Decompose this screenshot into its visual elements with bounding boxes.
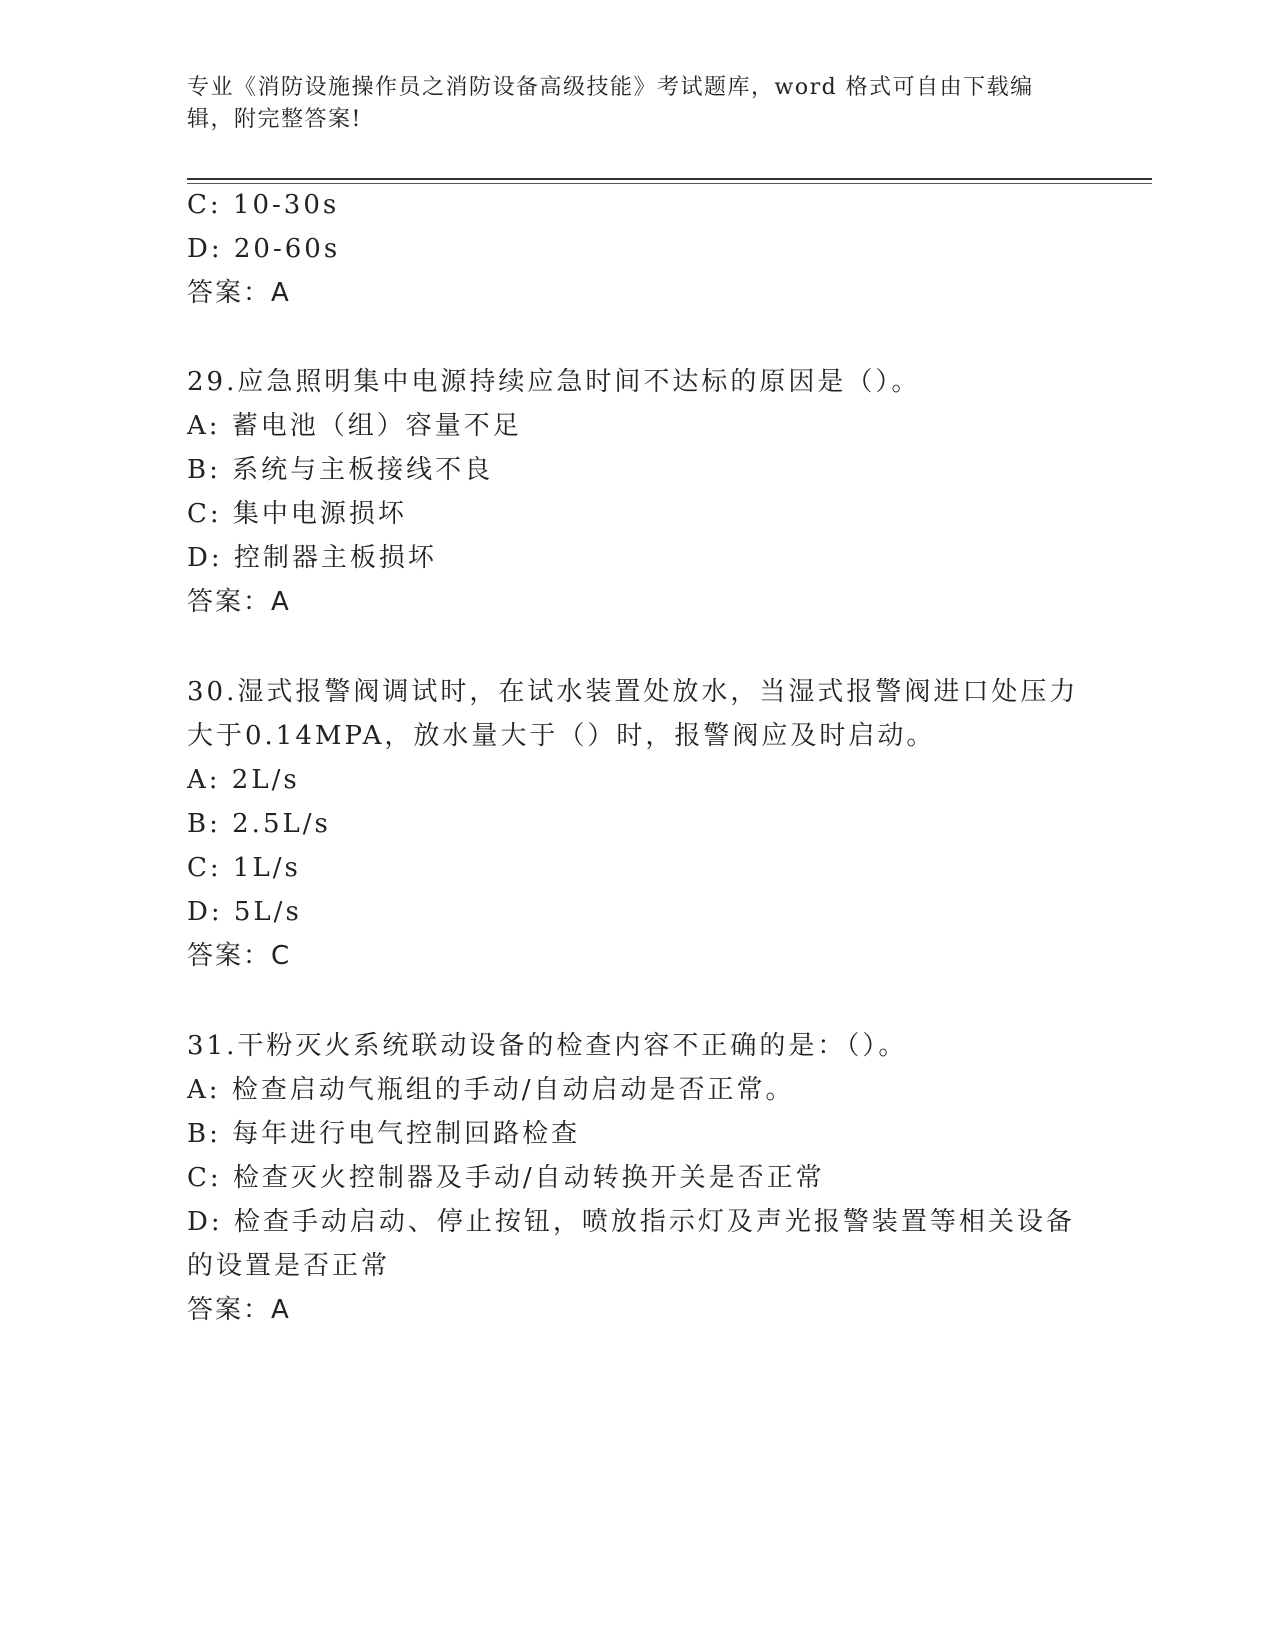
option-a: A: 检查启动气瓶组的手动/自动启动是否正常。 xyxy=(187,1075,795,1105)
option-c: C: 集中电源损坏 xyxy=(187,499,407,529)
option-b: B: 2.5L/s xyxy=(187,809,331,839)
option-a: A: 2L/s xyxy=(187,765,300,795)
question-stem: 30.湿式报警阀调试时，在试水装置处放水，当湿式报警阀进口处压力 xyxy=(187,677,1079,707)
question-stem-continued: 大于0.14MPA，放水量大于（）时，报警阀应及时启动。 xyxy=(187,721,936,751)
option-d: D: 20-60s xyxy=(187,234,341,264)
option-d-continued: 的设置是否正常 xyxy=(187,1251,391,1281)
option-b: B: 每年进行电气控制回路检查 xyxy=(187,1119,581,1149)
answer-line: 答案：A xyxy=(187,587,291,617)
option-d: D: 检查手动启动、停止按钮，喷放指示灯及声光报警装置等相关设备 xyxy=(187,1207,1075,1237)
answer-line: 答案：A xyxy=(187,278,291,308)
document-header xyxy=(187,72,1087,136)
option-d: D: 控制器主板损坏 xyxy=(187,543,437,573)
question-stem: 31.干粉灭火系统联动设备的检查内容不正确的是：（）。 xyxy=(187,1031,908,1061)
header-line-2: 辑，附完整答案! xyxy=(187,107,362,132)
answer-line: 答案：A xyxy=(187,1295,291,1325)
option-b: B: 系统与主板接线不良 xyxy=(187,455,494,485)
option-a: A: 蓄电池（组）容量不足 xyxy=(187,411,522,441)
option-c: C: 检查灭火控制器及手动/自动转换开关是否正常 xyxy=(187,1163,825,1193)
option-c: C: 10-30s xyxy=(187,190,340,220)
header-line-1: 专业《消防设施操作员之消防设备高级技能》考试题库，word 格式可自由下载编 xyxy=(187,75,1034,100)
header-divider-thick xyxy=(187,178,1152,180)
option-c: C: 1L/s xyxy=(187,853,301,883)
question-stem: 29.应急照明集中电源持续应急时间不达标的原因是（）。 xyxy=(187,367,921,397)
header-divider-thin xyxy=(187,183,1152,184)
answer-line: 答案：C xyxy=(187,941,292,971)
option-d: D: 5L/s xyxy=(187,897,302,927)
